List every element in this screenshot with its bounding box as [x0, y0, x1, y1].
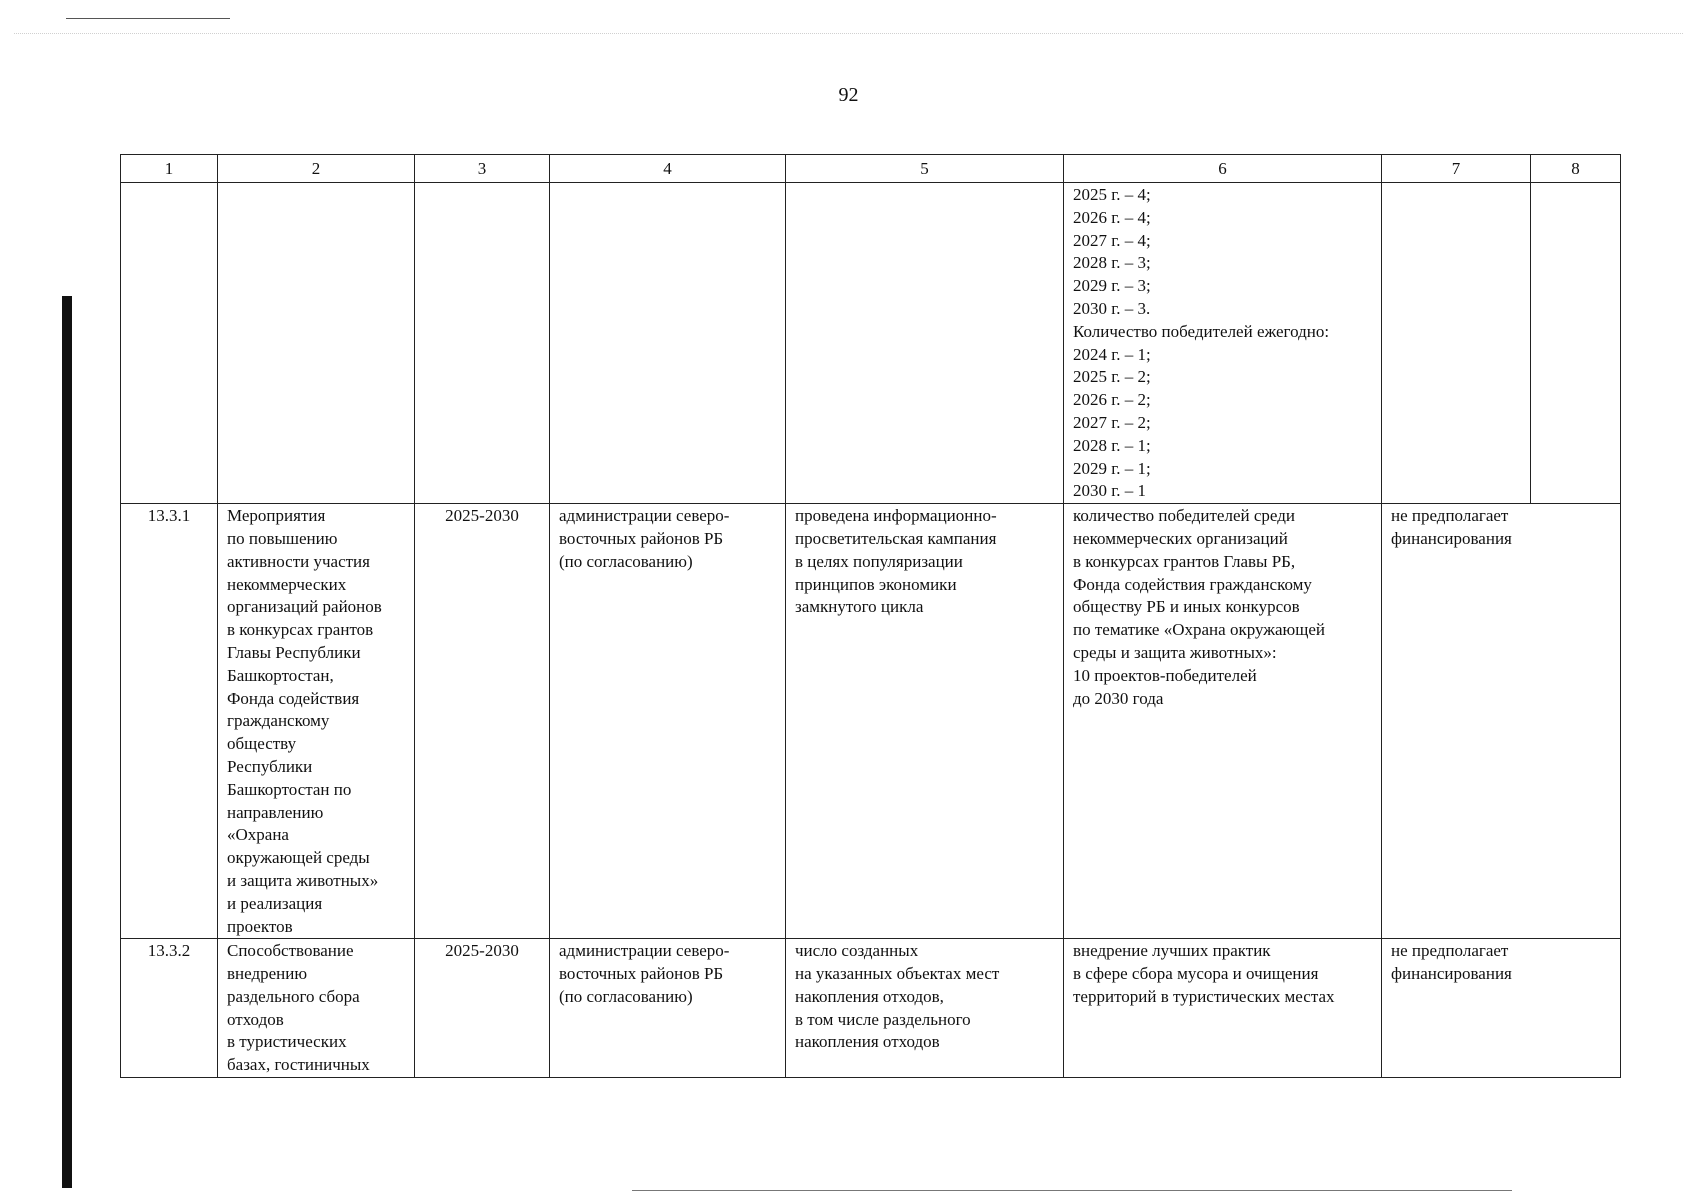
scan-binding-edge	[62, 296, 72, 1188]
text-line: проектов	[227, 916, 293, 936]
page-number: 92	[838, 84, 859, 106]
text-line: администрации северо-	[559, 941, 730, 961]
cell-period	[415, 183, 550, 504]
text-line: 2025 г. – 4;	[1073, 185, 1151, 204]
bottom-rule	[632, 1190, 1512, 1191]
col-header-6: 6	[1064, 155, 1382, 183]
text-line: количество победителей среди	[1073, 506, 1295, 526]
text-line: не предполагает	[1391, 506, 1509, 526]
text-line: принципов экономики	[795, 574, 957, 594]
top-rule	[66, 18, 230, 19]
col-header-7: 7	[1382, 155, 1531, 183]
text-line: в конкурсах грантов Главы РБ,	[1073, 551, 1296, 571]
text-line: 2026 г. – 4;	[1073, 207, 1151, 227]
col-header-8: 8	[1531, 155, 1621, 183]
text-line: 2027 г. – 4;	[1073, 230, 1151, 250]
text-line: 2028 г. – 3;	[1073, 253, 1151, 273]
cell-funding	[1382, 504, 1621, 939]
activity-table	[120, 154, 1621, 1078]
text-line: 2029 г. – 3;	[1073, 276, 1151, 296]
cell-indicator	[1064, 504, 1382, 939]
col-header-5: 5	[786, 155, 1064, 183]
cell-name	[218, 504, 415, 939]
text-line: отходов	[227, 1009, 284, 1029]
cell-funding	[1382, 183, 1531, 504]
cell-period: 2025-2030	[415, 504, 550, 939]
cell-indicator	[1064, 183, 1382, 504]
text-line: 2025 г. – 2;	[1073, 367, 1151, 387]
text-line: просветительская кампания	[795, 528, 997, 548]
text-line: не предполагает	[1391, 941, 1509, 961]
cell-result	[786, 939, 1064, 1078]
text-line: направлению	[227, 802, 324, 822]
cell-executor	[550, 939, 786, 1078]
text-line: 2027 г. – 2;	[1073, 412, 1151, 432]
text-line: (по согласованию)	[559, 551, 693, 571]
text-line: обществу	[227, 734, 297, 754]
text-line: 2026 г. – 2;	[1073, 390, 1151, 410]
text-line: организаций районов	[227, 597, 382, 617]
scan-dotted-line	[14, 33, 1683, 34]
table-row-continuation	[121, 183, 1621, 504]
text-line: финансирования	[1391, 528, 1512, 548]
text-line: восточных районов РБ	[559, 964, 724, 984]
text-line: Количество победителей ежегодно:	[1073, 321, 1330, 341]
text-line: гражданскому	[227, 711, 330, 731]
cell-name	[218, 939, 415, 1078]
text-line: среды и защита животных»:	[1073, 642, 1277, 662]
table-row-13-3-2	[121, 939, 1621, 1078]
col-header-4: 4	[550, 155, 786, 183]
text-line: Способствование	[227, 941, 354, 961]
text-line: замкнутого цикла	[795, 597, 924, 617]
text-line: и реализация	[227, 893, 323, 913]
table-row-13-3-1	[121, 504, 1621, 939]
text-line: число созданных	[795, 941, 919, 961]
text-line: некоммерческих организаций	[1073, 528, 1288, 548]
text-line: в сфере сбора мусора и очищения	[1073, 964, 1319, 984]
text-line: «Охрана	[227, 825, 289, 845]
cell-num	[121, 183, 218, 504]
cell-num: 13.3.2	[121, 939, 218, 1078]
text-line: и защита животных»	[227, 870, 379, 890]
text-line: в конкурсах грантов	[227, 620, 374, 640]
text-line: в том числе раздельного	[795, 1009, 971, 1029]
text-line: окружающей среды	[227, 848, 370, 868]
text-line: 2024 г. – 1;	[1073, 344, 1151, 364]
cell-executor	[550, 504, 786, 939]
cell-name	[218, 183, 415, 504]
text-line: до 2030 года	[1073, 688, 1164, 708]
text-line: в целях популяризации	[795, 551, 963, 571]
cell-funding	[1382, 939, 1621, 1078]
text-line: территорий в туристических местах	[1073, 986, 1335, 1006]
column-number-row	[121, 155, 1621, 183]
text-line: по повышению	[227, 528, 338, 548]
text-line: внедрению	[227, 964, 308, 984]
col-header-3: 3	[415, 155, 550, 183]
text-line: финансирования	[1391, 964, 1512, 984]
text-line: по тематике «Охрана окружающей	[1073, 620, 1325, 640]
col-header-1: 1	[121, 155, 218, 183]
cell-executor	[550, 183, 786, 504]
text-line: в туристических	[227, 1032, 347, 1052]
text-line: базах, гостиничных	[227, 1055, 370, 1075]
text-line: 2028 г. – 1;	[1073, 435, 1151, 455]
text-line: 10 проектов-победителей	[1073, 665, 1257, 685]
text-line: некоммерческих	[227, 574, 347, 594]
text-line: раздельного сбора	[227, 986, 360, 1006]
cell-period: 2025-2030	[415, 939, 550, 1078]
text-line: Главы Республики	[227, 642, 361, 662]
cell-col8	[1531, 183, 1621, 504]
text-line: накопления отходов	[795, 1032, 940, 1052]
text-line: накопления отходов,	[795, 986, 944, 1006]
text-line: Башкортостан по	[227, 779, 352, 799]
text-line: Башкортостан,	[227, 665, 334, 685]
cell-num: 13.3.1	[121, 504, 218, 939]
text-line: восточных районов РБ	[559, 528, 724, 548]
text-line: 2030 г. – 3.	[1073, 298, 1151, 318]
text-line: 2030 г. – 1	[1073, 481, 1147, 501]
text-line: обществу РБ и иных конкурсов	[1073, 597, 1300, 617]
cell-indicator	[1064, 939, 1382, 1078]
cell-result	[786, 183, 1064, 504]
text-line: Республики	[227, 756, 313, 776]
text-line: проведена информационно-	[795, 506, 997, 526]
cell-result	[786, 504, 1064, 939]
text-line: Фонда содействия	[227, 688, 360, 708]
text-line: Мероприятия	[227, 506, 326, 526]
text-line: Фонда содействия гражданскому	[1073, 574, 1312, 594]
text-line: активности участия	[227, 551, 370, 571]
text-line: 2029 г. – 1;	[1073, 458, 1151, 478]
text-line: администрации северо-	[559, 506, 730, 526]
col-header-2: 2	[218, 155, 415, 183]
text-line: внедрение лучших практик	[1073, 941, 1271, 961]
text-line: на указанных объектах мест	[795, 964, 1000, 984]
text-line: (по согласованию)	[559, 986, 693, 1006]
